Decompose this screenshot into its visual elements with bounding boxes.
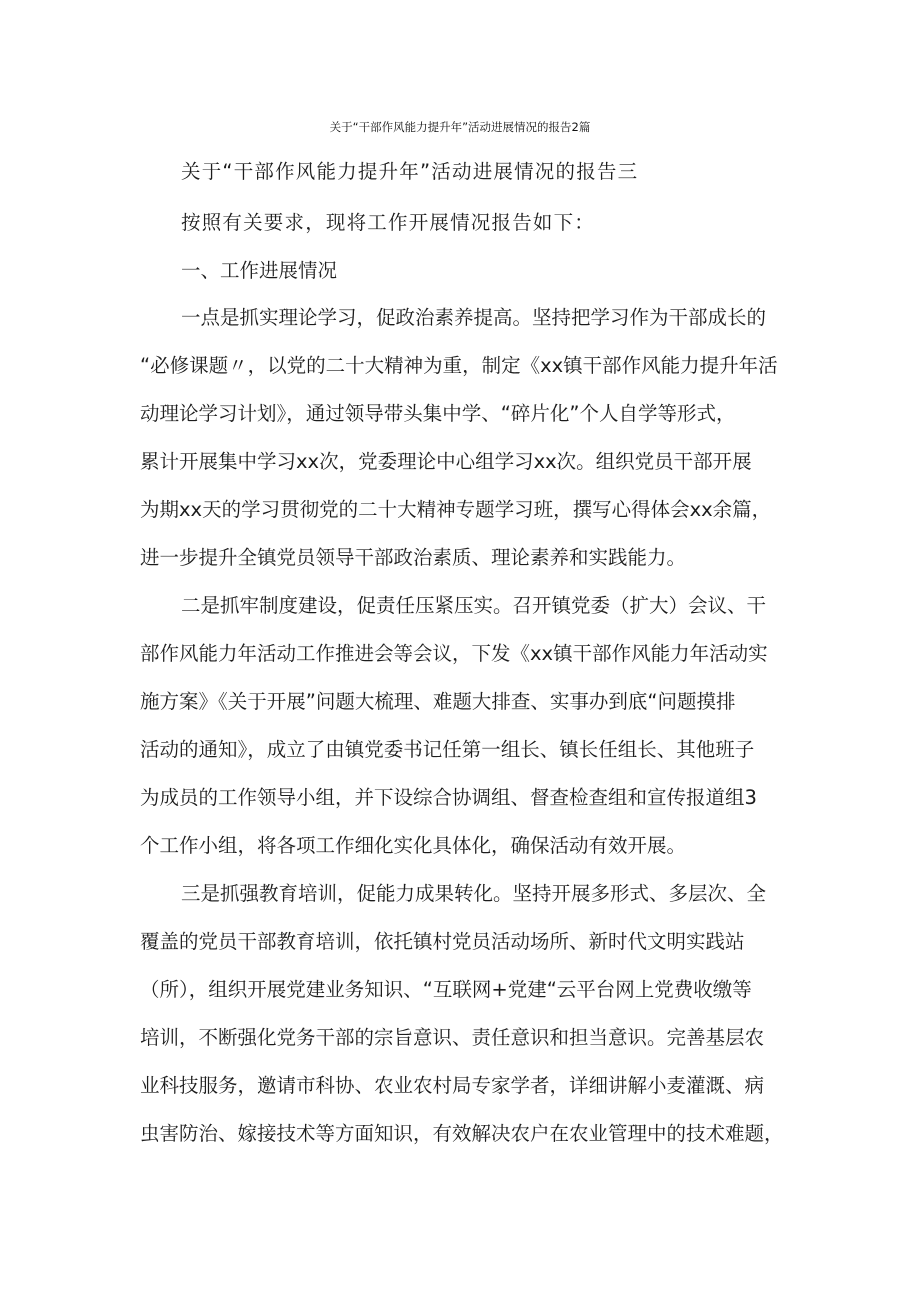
subtitle-line: 关于“干部作风能力提升年”活动进展情况的报告三	[181, 160, 639, 183]
paragraph-line: 累计开展集中学习xx次，党委理论中心组学习xx次。组织党员干部开展	[140, 450, 752, 473]
paragraph-line: 为成员的工作领导小组，并下设综合协调组、督查检查组和宣传报道组3	[140, 786, 757, 809]
paragraph-line: 业科技服务，邀请市科协、农业农村局专家学者，详细讲解小麦灌溉、病	[140, 1074, 765, 1097]
paragraph-line: 二是抓牢制度建设，促责任压紧压实。召开镇党委（扩大）会议、干	[181, 594, 767, 617]
paragraph-line: 部作风能力年活动工作推进会等会议，下发《xx镇干部作风能力年活动实	[140, 642, 768, 665]
paragraph-line: 活动的通知》，成立了由镇党委书记任第一组长、镇长任组长、其他班子	[140, 738, 755, 761]
paragraph-line: 进一步提升全镇党员领导干部政治素质、理论素养和实践能力。	[140, 546, 687, 569]
paragraph-line: 覆盖的党员干部教育培训，依托镇村党员活动场所、新时代文明实践站	[140, 930, 745, 953]
paragraph-line: （所），组织开展党建业务知识、“互联网+党建“云平台网上党费收缴等	[140, 978, 752, 1001]
paragraph-line: 一点是抓实理论学习，促政治素养提高。坚持把学习作为干部成长的	[181, 306, 767, 329]
paragraph-line: 动理论学习计划》，通过领导带头集中学、“碎片化”个人自学等形式，	[140, 402, 736, 425]
paragraph-line: “必修课题〃，以党的二十大精神为重，制定《xx镇干部作风能力提升年活	[140, 354, 778, 377]
paragraph-line: 培训，不断强化党务干部的宗旨意识、责任意识和担当意识。完善基层农	[140, 1026, 765, 1049]
paragraph-line: 施方案》《关于开展”问题大梳理、难题大排查、实事办到底“问题摸排	[140, 690, 736, 713]
paragraph-line: 为期xx天的学习贯彻党的二十大精神专题学习班，撰写心得体会xx余篇，	[140, 498, 772, 521]
intro-line: 按照有关要求，现将工作开展情况报告如下：	[181, 211, 596, 234]
section-heading: 一、工作进展情况	[181, 259, 338, 282]
paragraph-line: 个工作小组，将各项工作细化实化具体化，确保活动有效开展。	[140, 834, 687, 857]
paragraph-line: 虫害防治、嫁接技术等方面知识，有效解决农户在农业管理中的技术难题，	[140, 1122, 784, 1145]
document-title: 关于“干部作风能力提升年”活动进展情况的报告2篇	[329, 120, 591, 134]
paragraph-line: 三是抓强教育培训，促能力成果转化。坚持开展多形式、多层次、全	[181, 882, 767, 905]
